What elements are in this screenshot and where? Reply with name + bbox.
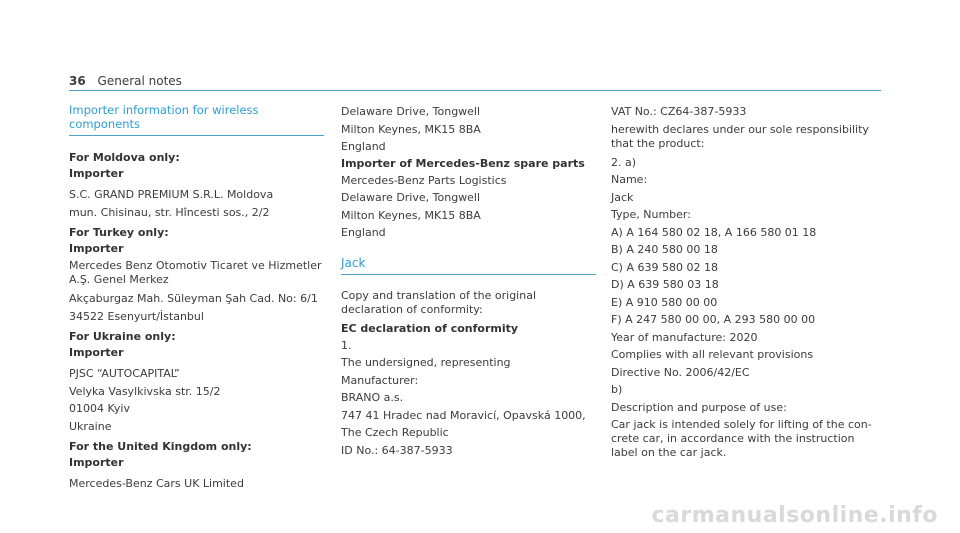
ukraine-line: Velyka Vasylkivska str. 15/2 [69,384,221,398]
declaration-line: Year of manufacture: 2020 [611,330,758,344]
type-number-line: F) A 247 580 00 00, A 293 580 00 00 [611,313,816,326]
column-2 [341,103,596,459]
ec-line: The undersigned, representing [341,356,511,369]
declaration-line: Type, Number: [611,208,691,221]
uk-heading: For the United Kingdom only: [69,440,252,453]
uk-importer-label: Importer [69,456,124,469]
declaration-line: Directive No. 2006/42/EC [611,365,750,379]
declaration-line: Name: [611,173,648,186]
declaration-line: herewith declares under our sole responsibility that the product: [611,122,869,150]
type-number-line: B) A 240 580 00 18 [611,243,718,256]
declaration-line: Description and purpose of use: [611,400,787,414]
turkey-company: Mercedes Benz Otomotiv Ticaret ve Hizmetler A.Ş. Genel Merkez [69,259,322,286]
declaration-line: 2. a) [611,155,637,169]
page-number: 36 [69,74,86,88]
moldova-line: mun. Chisinau, str. Hîncesti sos., 2/2 [69,205,270,219]
header-divider [69,90,881,91]
uk-address-line: Delaware Drive, Tongwell [341,105,481,118]
declaration-line: Jack [611,190,634,204]
ukraine-line: Ukraine [69,419,112,433]
moldova-line: S.C. GRAND PREMIUM S.R.L. Moldova [69,188,274,201]
spare-parts-line: Milton Keynes, MK15 8BA [341,208,481,222]
ec-line: 747 41 Hradec nad Moravicí, Opavská 1000, [341,408,586,422]
ec-line: 1. [341,338,352,352]
ukraine-importer-label: Importer [69,346,124,359]
jack-intro: Copy and translation of the original declaration of conformity: [341,288,536,316]
section-name: General notes [97,74,182,88]
page-header [69,74,182,88]
ukraine-heading: For Ukraine only: [69,330,176,343]
uk-line: Mercedes-Benz Cars UK Limited [69,477,244,490]
ukraine-line: 01004 Kyiv [69,402,130,415]
turkey-line: 34522 Esenyurt/İstanbul [69,309,204,323]
declaration-line: Car jack is intended solely for lifting of the con- crete car, in accordance with the instruction label on the car jack. [611,418,872,459]
ec-line: Manufacturer: [341,373,419,387]
type-number-line: C) A 639 580 02 18 [611,260,718,274]
ec-declaration-heading: EC declaration of conformity [341,321,519,335]
declaration-line: VAT No.: CZ64-387-5933 [611,105,747,118]
turkey-line: Akçaburgaz Mah. Süleyman Şah Cad. No: 6/1 [69,292,318,305]
moldova-heading: For Moldova only: [69,151,180,164]
declaration-line: Complies with all relevant provisions [611,348,814,361]
declaration-line: b) [611,383,623,396]
type-number-line: D) A 639 580 03 18 [611,278,719,291]
turkey-heading: For Turkey only: [69,226,169,239]
column-3 [611,103,876,463]
spare-parts-line: Mercedes-Benz Parts Logistics [341,173,507,187]
ukraine-line: PJSC “AUTOCAPITAL” [69,367,180,380]
watermark: carmanualsonline.info [651,503,938,528]
ec-line: ID No.: 64-387-5933 [341,443,453,457]
turkey-importer-label: Importer [69,242,124,255]
ec-line: BRANO a.s. [341,391,404,404]
spare-parts-line: Delaware Drive, Tongwell [341,191,481,204]
uk-address-line: Milton Keynes, MK15 8BA [341,122,481,136]
section-title-jack: Jack [341,256,596,275]
moldova-importer-label: Importer [69,167,124,180]
type-number-line: E) A 910 580 00 00 [611,295,718,309]
section-title-importer: Importer information for wireless components [69,103,324,136]
uk-address-line: England [341,140,386,153]
type-number-line: A) A 164 580 02 18, A 166 580 01 18 [611,225,817,239]
ec-line: The Czech Republic [341,426,449,439]
spare-parts-heading: Importer of Mercedes-Benz spare parts [341,156,585,170]
column-1 [69,103,324,493]
spare-parts-line: England [341,226,386,239]
